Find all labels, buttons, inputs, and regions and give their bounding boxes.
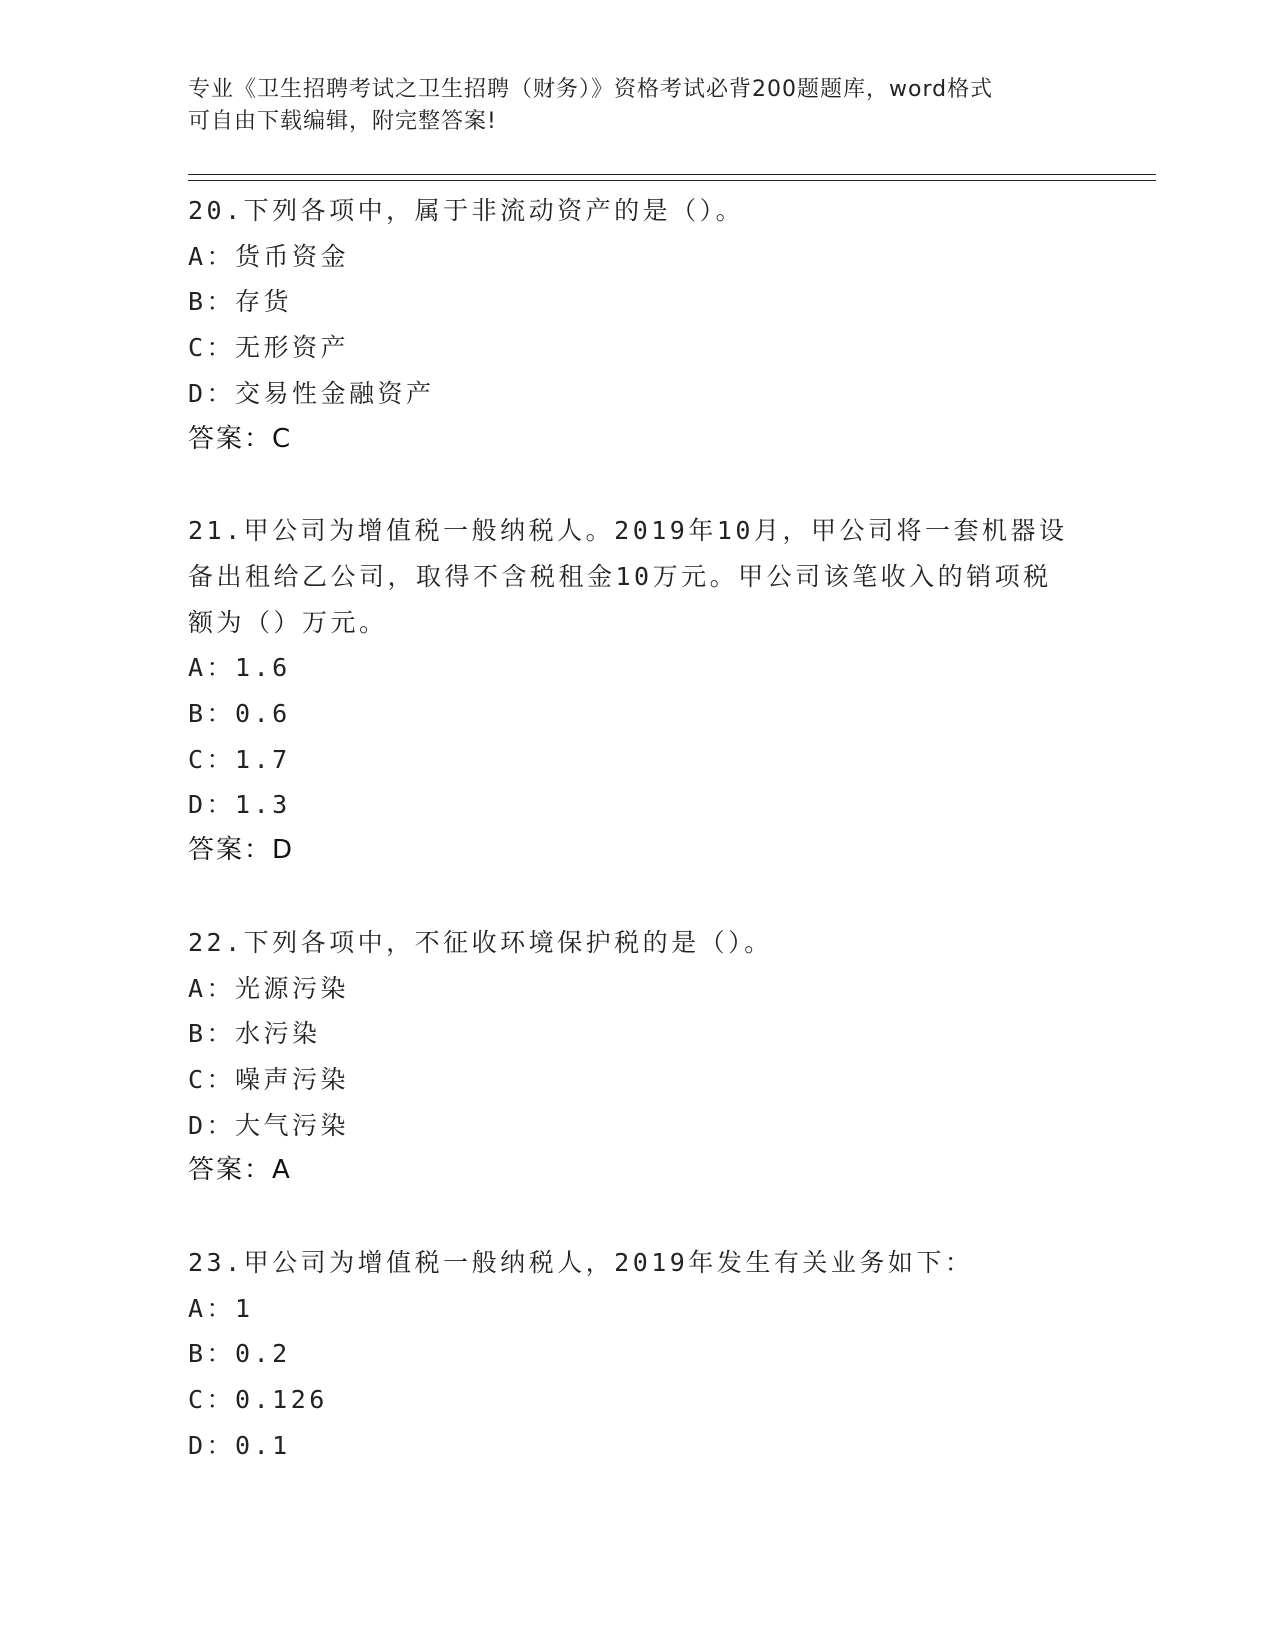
question-stem-line-1: 21.甲公司为增值税一般纳税人。2019年10月，甲公司将一套机器设 bbox=[188, 516, 1068, 546]
question-stem: 23.甲公司为增值税一般纳税人，2019年发生有关业务如下： bbox=[188, 1248, 974, 1278]
option-b: B：水污染 bbox=[188, 1019, 321, 1049]
question-stem: 20.下列各项中，属于非流动资产的是（）。 bbox=[188, 196, 745, 225]
option-b: B：0.2 bbox=[188, 1339, 291, 1369]
option-a: A：光源污染 bbox=[188, 973, 350, 1003]
question-stem-line-3: 额为（）万元。 bbox=[188, 607, 388, 637]
answer-line: 答案：A bbox=[188, 1155, 292, 1186]
answer-line: 答案：C bbox=[188, 423, 293, 454]
option-b: B：0.6 bbox=[188, 699, 291, 729]
option-a: A：货币资金 bbox=[188, 241, 350, 271]
header-line-2: 可自由下载编辑，附完整答案! bbox=[188, 109, 497, 134]
question-23 bbox=[188, 1240, 1088, 1469]
question-21 bbox=[188, 508, 1088, 874]
question-stem-line-2: 备出租给乙公司，取得不含税租金10万元。甲公司该笔收入的销项税 bbox=[188, 561, 1052, 591]
header-line-1: 专业《卫生招聘考试之卫生招聘（财务）》资格考试必背200题题库，word格式 bbox=[188, 77, 994, 102]
option-c: C：0.126 bbox=[188, 1385, 328, 1415]
answer-line: 答案：D bbox=[188, 835, 295, 866]
option-a: A：1.6 bbox=[188, 653, 291, 683]
option-d: D：1.3 bbox=[188, 790, 291, 820]
header-divider-top bbox=[188, 174, 1156, 175]
question-22 bbox=[188, 920, 1088, 1194]
question-20 bbox=[188, 188, 1088, 462]
document-header bbox=[188, 74, 1088, 138]
option-c: C：无形资产 bbox=[188, 333, 350, 363]
option-c: C：噪声污染 bbox=[188, 1064, 350, 1094]
question-stem: 22.下列各项中，不征收环境保护税的是（）。 bbox=[188, 927, 773, 957]
option-c: C：1.7 bbox=[188, 744, 291, 774]
option-b: B：存货 bbox=[188, 287, 293, 317]
option-d: D：0.1 bbox=[188, 1430, 291, 1460]
option-a: A：1 bbox=[188, 1293, 254, 1323]
header-divider-bottom bbox=[188, 180, 1156, 181]
option-d: D：交易性金融资产 bbox=[188, 378, 435, 408]
option-d: D：大气污染 bbox=[188, 1110, 350, 1140]
question-list bbox=[188, 188, 1088, 1515]
